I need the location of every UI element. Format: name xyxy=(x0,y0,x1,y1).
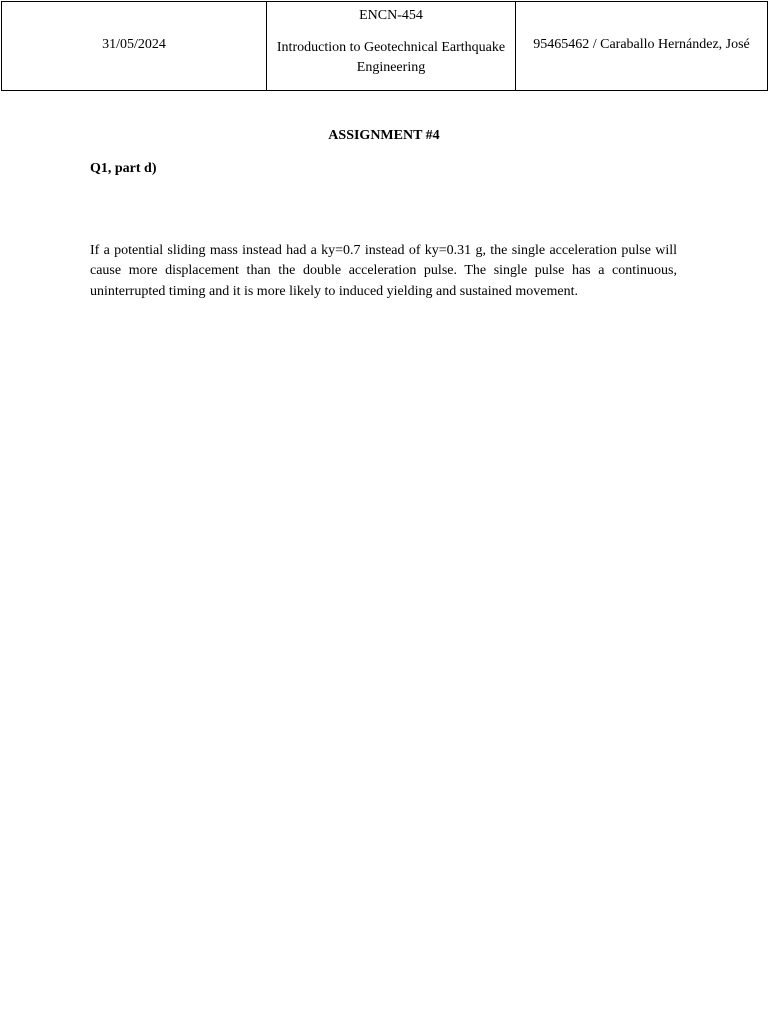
header-table xyxy=(1,1,768,91)
assignment-title: ASSIGNMENT #4 xyxy=(328,128,440,143)
header-row xyxy=(2,2,768,91)
course-name: Introduction to Geotechnical Earthquake Engineering xyxy=(276,40,506,75)
submission-date: 31/05/2024 xyxy=(102,37,166,52)
student-id-name: 95465462 / Caraballo Hernández, José xyxy=(533,37,750,52)
student-cell xyxy=(516,2,768,91)
question-label: Q1, part d) xyxy=(90,161,157,176)
course-code: ENCN-454 xyxy=(359,8,423,23)
date-cell xyxy=(2,2,267,91)
answer-paragraph: If a potential sliding mass instead had a ky=0.7 instead of ky=0.31 g, the single acceleration pulse will cause more displacement than the double acceleration pulse. The single pulse has a continuous, uninterrupted timing and it is more likely to induced yielding and sustained movement. xyxy=(90,243,677,299)
course-cell xyxy=(267,2,516,91)
